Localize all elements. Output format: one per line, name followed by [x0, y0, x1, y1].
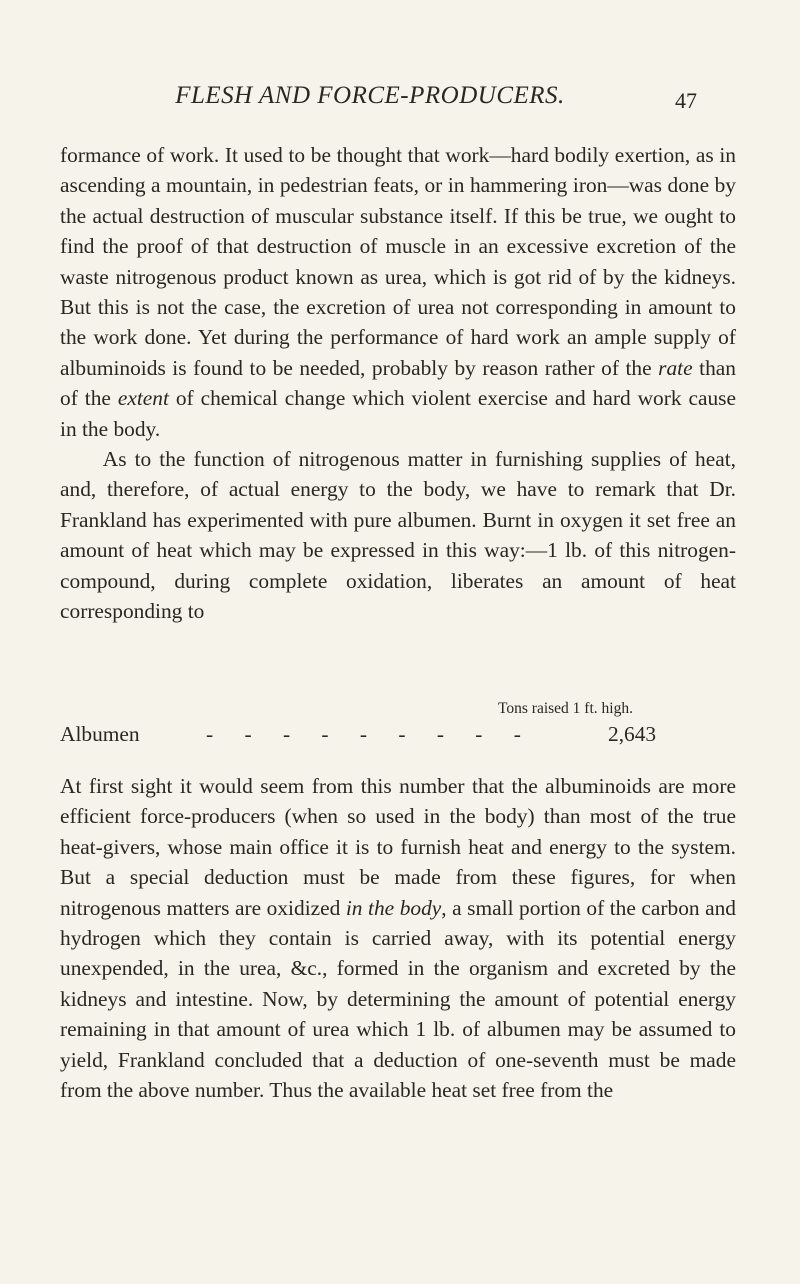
paragraph-1-text-a: formance of work. It used to be thought that work—hard bodily exertion, as in ascending a mountain, in pedestrian feats, or in hammering iron—was done by the actual destruction of muscular substance itself. If this be true, we ought to find the proof of that destruction of muscle in an excessive excretion of the waste nitrogenous product known as urea, which is got rid of by the kidneys. But this is not the case, the excretion of urea not corresponding in amount to the work done. Yet during the performance of hard work an ample supply of albuminoids is found to be needed, probably by reason rather of the [60, 143, 736, 380]
paragraph-3 [60, 771, 736, 1105]
paragraph-2: As to the function of nitrogenous matter in furnishing supplies of heat, and, therefore, of actual energy to the body, we have to remark that Dr. Frankland has experimented with pure albumen. Burnt in oxygen it set free an amount of heat which may be expressed in this way:—1 lb. of this nitrogen-compound, during complete oxidation, liberates an amount of heat corresponding to [60, 447, 736, 624]
table-row-value: 2,643 [608, 722, 657, 746]
paragraph-1-text-b: than of the [60, 355, 736, 411]
lower-text-block [60, 771, 736, 1105]
paragraph-1-italic-extent: extent [117, 386, 169, 411]
page-number: 47 [675, 88, 697, 113]
paragraph-1 [60, 140, 736, 444]
upper-text-block [60, 140, 736, 627]
table-row-leaders: - - - - - - - - - [206, 722, 534, 746]
paragraph-3-text-b: , a small portion of the carbon and hydrogen which they contain is carried away, with its potential energy unexpended, in the urea, &c., formed in the organism and excreted by the kidneys and intestine. Now, by determining the amount of potential energy remaining in that amount of urea which 1 lb. of albumen may be assumed to yield, Frankland concluded that a deduction of one-seventh must be made from the above number. Thus the available heat set free from the [60, 895, 737, 1103]
paragraph-3-text-a: At first sight it would seem from this number that the albuminoids are more efficient force-producers (when so used in the body) than most of the true heat-givers, whose main office it is to furnish heat and energy to the system. But a special deduction must be made from these figures, for when nitrogenous matters are oxidized [60, 774, 736, 920]
running-title: FLESH AND FORCE-PRODUCERS. [175, 82, 565, 109]
paragraph-1-italic-rate: rate [658, 355, 693, 380]
paragraph-3-italic-in-the-body: in the body [345, 895, 442, 920]
table-row-label: Albumen [60, 722, 140, 746]
paragraph-1-text-c: of chemical change which violent exercise and hard work cause in the body. [60, 386, 736, 441]
table-column-header: Tons raised 1 ft. high. [498, 700, 633, 717]
